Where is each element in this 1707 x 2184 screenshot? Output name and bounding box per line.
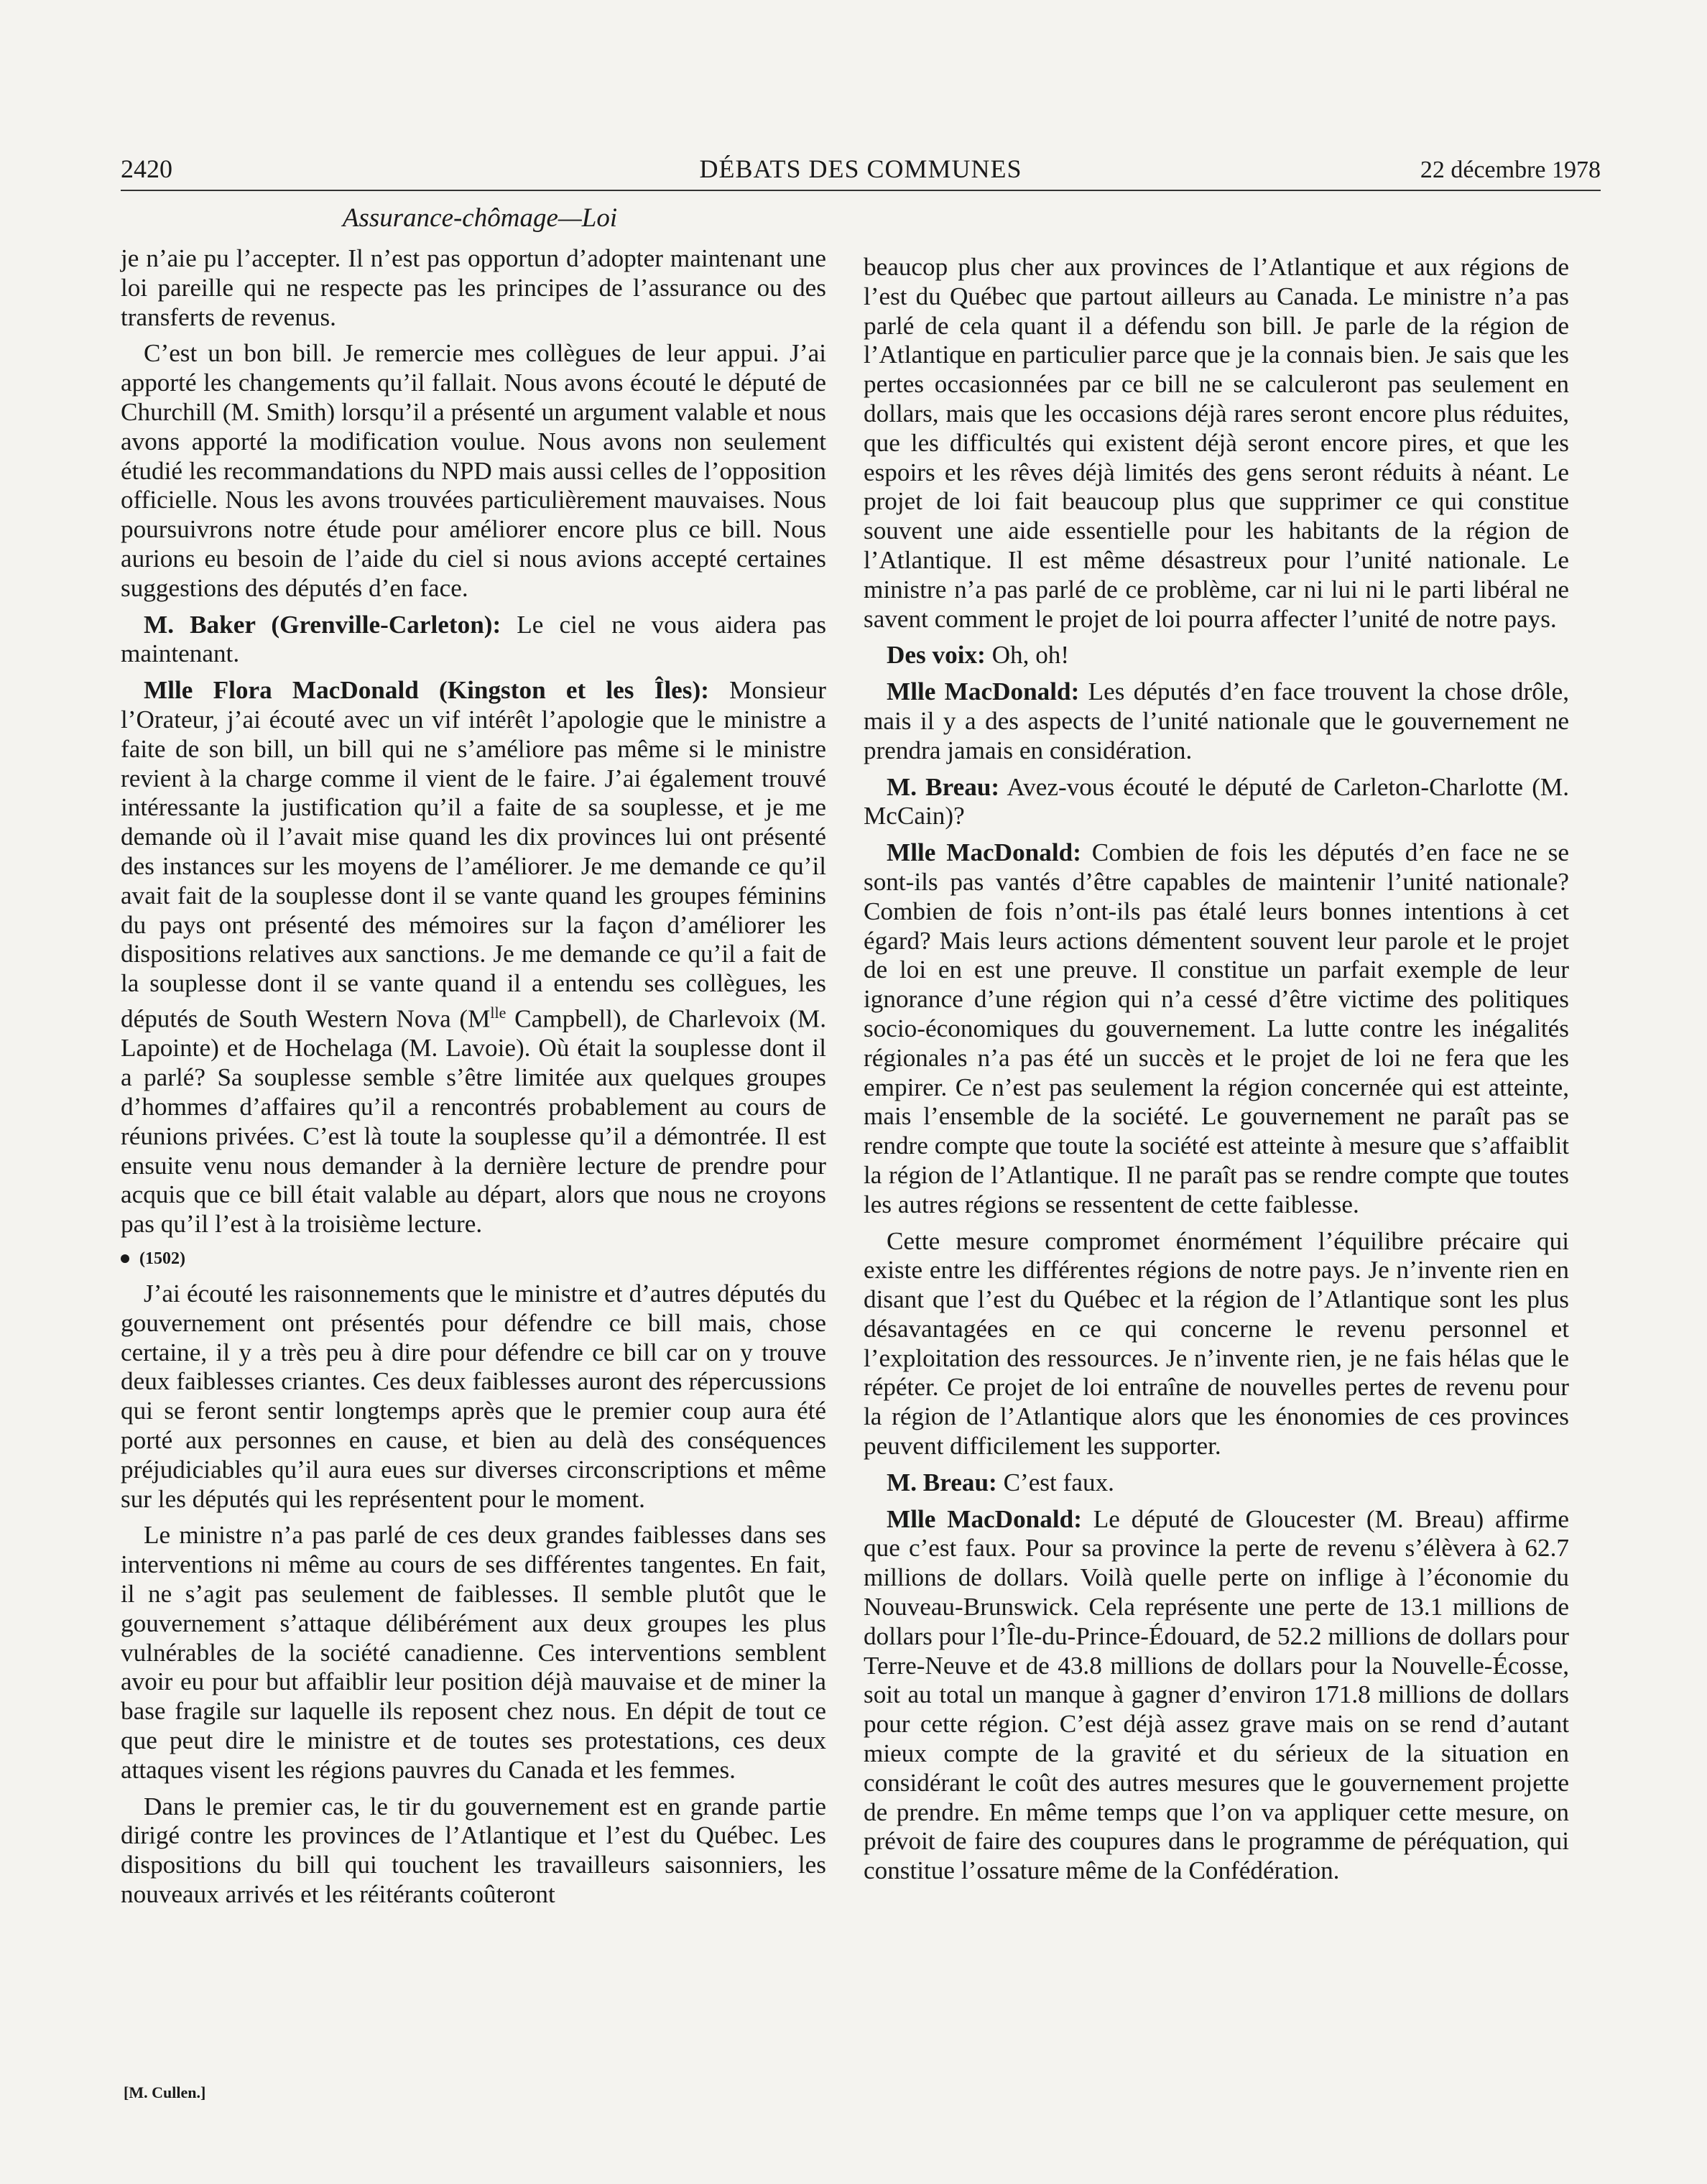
right-column: [864, 253, 1569, 1893]
timestamp: [121, 1248, 826, 1269]
header-rule: [121, 190, 1601, 191]
speech-text: Le ciel ne vous aidera pas maintenant.: [121, 610, 827, 668]
speaker-name: M. Baker (Grenville-Carleton):: [144, 610, 501, 639]
left-column: [121, 244, 826, 1917]
speech-text: Avez-vous écouté le député de Carleton-Charlotte (M. McCain)?: [864, 772, 1569, 830]
superscript: lle: [490, 1003, 506, 1022]
paragraph: [864, 773, 1569, 832]
paragraph: [864, 1468, 1569, 1498]
speech-text: Le député de Gloucester (M. Breau) affirme que c’est faux. Pour sa province la perte de revenu s’élèvera à 62.7 millions de dollars. Voilà quelle perte on inflige à l’économie du Nouveau-Brunswick. Cela représente une perte de 13.1 millions de dollars pour l’Île-du-Prince-Édouard, de 52.2 millions de dollars pour Terre-Neuve et de 43.8 millions de dollars pour la Nouvelle-Écosse, soit au total un manque à gagner d’environ 171.8 millions de dollars pour cette région. C’est déjà assez grave mais on se rend d’autant mieux compte de la gravité et du sérieux de la situation en considérant le coût des autres mesures que le gouvernement projette de prendre. En même temps que l’on va appliquer cette mesure, on prévoit de faire des coupures dans le programme de péréquation, qui constitue l’ossature même de la Confédération.: [864, 1504, 1570, 1885]
paragraph: beaucop plus cher aux provinces de l’Atlantique et aux régions de l’est du Québec que partout ailleurs au Canada. Le ministre n’a pas parlé de cela quant il a défendu son bill. Je parle de la région de l’Atlantique en particulier parce que je la connais bien. Je sais que les pertes occasionnées par ce bill ne se calculeront pas seulement en dollars, mais que les occasions déjà rares seront encore plus réduites, que les difficultés qui existent déjà seront encore pires, et que les espoirs et les rêves déjà limités des gens seront réduits à néant. Le projet de loi fait beaucoup plus que supprimer ce qui constitue souvent une aide essentielle pour les habitants de la région de l’Atlantique. Il est même désastreux pour l’unité nationale. Le ministre n’a pas parlé de ce problème, car ni lui ni le parti libéral ne savent comment le projet de loi pourra affecter l’unité de notre pays.: [864, 253, 1569, 633]
speech-text: C’est faux.: [1003, 1468, 1114, 1496]
speaker-name: Mlle MacDonald:: [887, 677, 1080, 706]
paragraph: [121, 611, 826, 670]
bullet-icon: [121, 1254, 129, 1263]
paragraph: [864, 838, 1569, 1219]
paragraph: Cette mesure compromet énormément l’équilibre précaire qui existe entre les différentes régions de notre pays. Je n’invente rien en disant que l’est du Québec et la région de l’Atlantique sont les plus désavantagées en ce qui concerne le revenu personnel et l’exploitation des ressources. Je n’invente rien, je ne fais hélas que le répéter. Ce projet de loi entraîne de nouvelles pertes de revenu pour la région de l’Atlantique alors que les énonomies de ces provinces peuvent difficilement les supporter.: [864, 1226, 1569, 1461]
paragraph: J’ai écouté les raisonnements que le ministre et d’autres députés du gouvernement ont présentés pour défendre ce bill mais, chose certaine, il y a très peu à dire pour défendre ce bill car on y trouve deux faiblesses criantes. Ces deux faiblesses auront des répercussions qui se feront sentir longtemps après que le premier coup aura été porté aux personnes en cause, et bien au delà des conséquences préjudiciables qu’il aura eues sur diverses circonscriptions et même sur les députés qui les représentent pour le moment.: [121, 1280, 826, 1513]
paragraph: [864, 641, 1569, 670]
timestamp-text: (1502): [139, 1249, 185, 1269]
page-number: 2420: [121, 154, 172, 183]
speech-text: Campbell), de Charlevoix (M. Lapointe) et de Hochelaga (M. Lavoie). Où était la souplesse dont il a parlé? Sa souplesse semble s’être limitée aux quelques groupes d’hommes d’affaires qu’il a rencontrés probablement au cours de réunions privées. C’est là toute la souplesse qu’il a démontrée. Il est ensuite venu nous demander à la dernière lecture de prendre pour acquis que ce bill était valable au départ, alors que nous ne croyons pas qu’il l’est à la troisième lecture.: [121, 1004, 826, 1239]
running-head: Assurance-chômage—Loi: [342, 203, 618, 233]
paragraph: Le ministre n’a pas parlé de ces deux grandes faiblesses dans ses interventions ni même au cours de ses différentes tangentes. En fait, il ne s’agit pas seulement de faiblesses. Il semble plutôt que le gouvernement s’attaque délibérément aux deux groupes les plus vulnérables de la société canadienne. Ces interventions semblent avoir eu pour but affaiblir leur position déjà mauvaise et de miner la base fragile sur laquelle ils reposent chez nous. En dépit de tout ce que peut dire le ministre et de toutes ses protestations, ces deux attaques visent les régions pauvres du Canada et les femmes.: [121, 1521, 826, 1784]
speaker-name: Des voix:: [887, 641, 986, 670]
speech-text: Les députés d’en face trouvent la chose drôle, mais il y a des aspects de l’unité nationale que le gouvernement ne prendra jamais en considération.: [864, 677, 1570, 764]
speaker-name: Mlle MacDonald:: [887, 1504, 1082, 1533]
speaker-name: Mlle MacDonald:: [887, 838, 1081, 867]
footer-speaker-note: [M. Cullen.]: [124, 2083, 206, 2101]
publication-date: 22 décembre 1978: [1420, 157, 1601, 183]
speaker-name: M. Breau:: [887, 1468, 997, 1496]
speech-text: Oh, oh!: [991, 641, 1070, 670]
page-header: [121, 154, 1601, 194]
paragraph: C’est un bon bill. Je remercie mes collègues de leur appui. J’ai apporté les changements qu’il fallait. Nous avons écouté le député de Churchill (M. Smith) lorsqu’il a présenté un argument valable et nous avons apporté la modification voulue. Nous avons non seulement étudié les recommandations du NPD mais aussi celles de l’opposition officielle. Nous les avons trouvées particulièrement mauvaises. Nous poursuivrons notre étude pour améliorer encore plus ce bill. Nous aurions eu besoin de l’aide du ciel si nous avions accepté certaines suggestions des députés d’en face.: [121, 339, 826, 602]
paragraph: [121, 676, 826, 1239]
paragraph: Dans le premier cas, le tir du gouvernement est en grande partie dirigé contre les provinces de l’Atlantique et l’est du Québec. Les dispositions du bill qui touchent les travailleurs saisonniers, les nouveaux arrivés et les réitérants coûteront: [121, 1792, 826, 1908]
paragraph: [864, 677, 1569, 765]
speech-text: Combien de fois les députés d’en face ne se sont-ils pas vantés d’être capables de maintenir l’unité nationale? Combien de fois n’ont-ils pas étalé leurs bonnes intentions à cet égard? Mais leurs actions démentent souvent leur parole et le projet de loi en est une preuve. Il constitue un parfait exemple de leur ignorance d’une région qui n’a cessé d’être victime des politiques socio-économiques du gouvernement. La lutte contre les inégalités régionales n’a pas été un succès et le projet de loi ne fera que les empirer. Ce n’est pas seulement la région concernée qui est atteinte, mais l’ensemble de la société. Le gouvernement ne paraît pas se rendre compte que toute la société est atteinte à mesure que s’affaiblit la région de l’Atlantique. Il ne paraît pas se rendre compte que toutes les autres régions se ressentent de cette faiblesse.: [864, 838, 1569, 1218]
speaker-name: Mlle Flora MacDonald (Kingston et les Îles):: [144, 676, 709, 705]
paragraph: je n’aie pu l’accepter. Il n’est pas opportun d’adopter maintenant une loi pareille qui ne respecte pas les principes de l’assurance ou des transferts de revenus.: [121, 244, 826, 331]
speech-text: Monsieur l’Orateur, j’ai écouté avec un vif intérêt l’apologie que le ministre a faite de son bill, un bill qui ne s’améliore pas même si le ministre revient à la charge comme il vient de le faire. J’ai également trouvé intéressante la justification qu’il a faite de sa souplesse, et je me demande où il l’avait mise quand les dix provinces lui ont présenté des instances sur les moyens de l’améliorer. Je me demande ce qu’il avait fait de la souplesse dont il se vante quand les groupes féminins du pays ont présenté des mémoires sur la façon d’améliorer les dispositions relatives aux sanctions. Je me demande ce qu’il a fait de la souplesse dont il se vante quand il a entendu ses collègues, les députés de South Western Nova (M: [121, 676, 827, 1033]
publication-title: DÉBATS DES COMMUNES: [699, 154, 1022, 183]
speaker-name: M. Breau:: [887, 772, 1000, 801]
paragraph: [864, 1505, 1569, 1886]
